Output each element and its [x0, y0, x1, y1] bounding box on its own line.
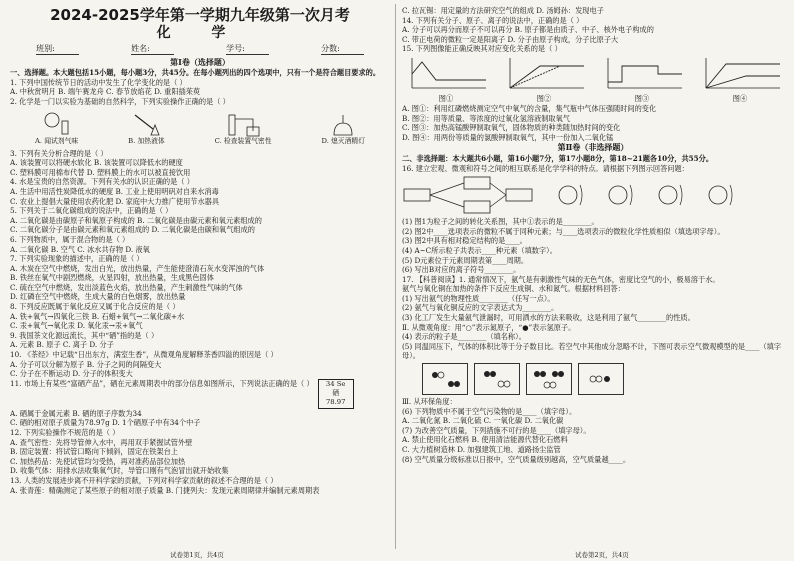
left-column: [10, 6, 390, 547]
page-footer-1: 试卷第1页，共4页: [170, 551, 224, 559]
part1-banner: 第Ⅰ卷（选择题）: [170, 56, 230, 67]
question-line: 5. 下列关于二氧化碳组成的说法中，正确的是（ ）: [10, 206, 173, 216]
section1-instructions: 一、选择题。本大题包括15小题，每小题3分，共45分。在每小题列出的四个选项中，只有一个是符合题目要求的。: [10, 68, 381, 78]
question-options: A. 张青莲：精确测定了某些原子的相对原子质量 B. 门捷列夫：发现元素周期律并编制元素周期表: [10, 485, 320, 495]
q2-figure-c: [215, 111, 272, 147]
question-options: A. 分子可以分解为原子 B. 分子之间的间隔变大: [10, 359, 162, 369]
question-line: (7) 为改善空气质量，下列措施不可行的是____（填字母）。: [402, 425, 591, 435]
question-line: 14. 下列有关分子、原子、离子的说法中，正确的是（ ）: [402, 15, 584, 25]
question-line: 13. 人类的发展进步离不开科学家的贡献，下列对科学家贡献的叙述不合理的是（ ）: [10, 475, 278, 485]
molecule-dots-icon: [529, 366, 569, 392]
question-options: A. 硒属于金属元素 B. 硒的原子序数为34: [10, 408, 142, 418]
question-line: (6) 下列物质中不属于空气污染物的是____（填字母）。: [402, 406, 577, 416]
question-line: 17. 【科普阅读】1. 通常情况下，氨气是有刺激性气味的无色气体，密度比空气的小，极易溶于水。: [402, 274, 720, 284]
question-line: (5) 同温同压下，气体的体积比等于分子数目比。若空气中其他成分忽略不计，下图可表示空气微观模型的是____（填字母）。: [402, 341, 782, 361]
q15-graph-row: [402, 56, 784, 102]
question-line: (6) 写出B对应的离子符号________。: [402, 265, 521, 275]
molecule-dots-icon: [581, 366, 621, 392]
question-options: C. 汞+氧气→氧化汞 D. 氧化汞→汞+氧气: [10, 321, 143, 331]
question-options: A. 二氧化碳是由碳原子和氧原子构成的 B. 二氧化碳是由碳元素和氧元素组成的: [10, 215, 262, 225]
q2-figure-row: [10, 109, 390, 147]
q2-figure-d: [321, 111, 365, 147]
graph-label: 图③: [634, 93, 650, 103]
question-options: C. 大力植树造林 D. 加强建筑工地、道路扬尘监管: [402, 445, 561, 454]
q15-graph-1: [402, 56, 490, 102]
question-line: 7. 下列实验现象的描述中，正确的是（ ）: [10, 254, 144, 264]
question-line: 氨气与氧化铜在加热的条件下反应生成铜、水和氮气。根据材料回答：: [402, 284, 625, 294]
molecule-model-c: [526, 363, 572, 395]
question-options: A. 禁止使用化石燃料 B. 使用清洁能源代替化石燃料: [402, 435, 568, 445]
column-divider: [395, 4, 396, 549]
question-options: C. 硫在空气中燃烧，发出淡蓝色火焰，放出热量，产生刺激性气味的气体: [10, 282, 243, 292]
element-name: 硒: [332, 388, 340, 397]
graph-label: 图②: [536, 93, 552, 103]
question-line: 4. 水是宝贵的自然资源。下列有关水的认识正确的是（ ）: [10, 177, 194, 187]
solid-species-curve-icon: [598, 56, 686, 94]
oxygen-mass-curve-icon: [500, 56, 588, 94]
q15-graph-4: [696, 56, 784, 102]
atom-structure-diagram: [546, 175, 746, 215]
graph-label: 图④: [732, 93, 748, 103]
airtight-check-icon: [223, 111, 263, 137]
right-column: [402, 6, 784, 547]
selenium-element-card: [318, 379, 354, 409]
question-line: (1) 图1为粒子之间的转化关系图，其中①表示的是________。: [402, 217, 599, 227]
q17-molecule-models: [422, 363, 784, 395]
q2-figure-a: [35, 111, 78, 147]
smell-icon: [40, 111, 74, 137]
question-line: 15. 下列图像能正确反映其对应变化关系的是（ ）: [402, 44, 562, 54]
question-options: C. 分子在不断运动 D. 分子的体积变大: [10, 369, 133, 379]
pressure-curve-icon: [402, 56, 490, 94]
question-options: D. 收集气体：用排水法收集氧气时，导管口刚有气泡冒出就开始收集: [10, 466, 229, 476]
q11-stem: 11. 市场上有某些“富硒产品”，硒在元素周期表中的部分信息如图所示，下列说法正确的是（ ）: [10, 378, 314, 388]
question-line: (5) D元素位于元素周期表第____周期。: [402, 255, 529, 265]
question-line: 8. 下列反应既属于氧化反应又属于化合反应的是（ ）: [10, 302, 180, 312]
question-options: B. 固定装置：将试管口略向下倾斜，固定在铁架台上: [10, 447, 178, 457]
question-options: C. 塑料膜可用棉布代替 D. 塑料膜上的水可以被直接饮用: [10, 167, 191, 177]
question-options: C. 二氧化碳分子是由碳元素和氧元素组成的 D. 二氧化碳是由碳和氧气组成的: [10, 225, 255, 235]
page-footer-2: 试卷第2页，共4页: [575, 551, 629, 559]
question-line: (3) 图2中具有相对稳定结构的是____。: [402, 236, 527, 246]
question-options: B. 铁丝在氧气中剧烈燃烧，火星四射，放出热量，生成黑色固体: [10, 273, 214, 283]
particle-relation-diagram: [402, 175, 542, 215]
question-options: B. 图②：用等质量、等浓度的过氧化氢溶液制取氧气: [402, 113, 570, 123]
q16-figures: [402, 175, 784, 215]
question-line: Ⅲ. 从环保角度：: [402, 397, 457, 407]
question-options: C. 加热药品：先使试管均匀受热，再对准药品部位加热: [10, 456, 186, 466]
question-line: Ⅱ. 从微观角度：用“○”表示氮原子，“●”表示氢原子。: [402, 322, 576, 332]
alcohol-lamp-icon: [326, 111, 360, 137]
question-options: A. 铁+氧气→四氧化三铁 B. 石蜡+氧气→二氧化碳+水: [10, 311, 185, 321]
question-line: 10. 《茶经》中记载“日出东方，满室生香”，从微观角度解释茶香四溢的原因是（ ）: [10, 350, 278, 360]
question-options: A. 生活中用活性炭降低水的硬度 B. 工业上使用明矾对自来水消毒: [10, 186, 219, 196]
question-options: A. 分子可以再分而原子不可以再分 B. 原子都是由质子、中子、核外电子构成的: [402, 25, 654, 35]
question-line: 3. 下列有关分析合理的是（ ）: [10, 148, 108, 158]
student-info-row: [10, 44, 390, 55]
question-line: (1) 写出氨气的物理性质________（任写一点）。: [402, 293, 555, 303]
molecule-model-a: [422, 363, 468, 395]
q2-figure-label: C. 检查装置气密性: [214, 136, 272, 145]
question-line: (3) 化工厂发生大量氨气泄漏时，可用洒水的方法来吸收，这是利用了氨气________的性质。: [402, 313, 695, 323]
q2-figure-label: A. 闻试剂气味: [34, 136, 79, 145]
q2-figure-label: D. 熄灭酒精灯: [321, 136, 365, 145]
question-line: 2. 化学是一门以实验为基础的自然科学，下列实验操作正确的是（ ）: [10, 96, 230, 106]
question-line: (4) 表示的粒子是________（填名称）。: [402, 332, 526, 342]
molecule-model-d: [578, 363, 624, 395]
question-options: A. 二氧化碳 B. 空气 C. 冰水共存物 D. 液氧: [10, 244, 150, 254]
molecule-dots-icon: [477, 366, 517, 392]
question-options: C. 带正电荷的微粒一定是阳离子 D. 分子由原子构成，分子比原子大: [402, 34, 619, 44]
question-options: A. 木炭在空气中燃烧，发出白光，放出热量，产生能使澄清石灰水变浑浊的气体: [10, 263, 265, 273]
question-line: (8) 空气质量分级标准以日报中，空气质量级别越高，空气质量越____。: [402, 454, 631, 464]
section2-instructions: 二、非选择题：本大题共6小题，第16小题7分，第17小题8分，第18~21题各10分，共55分。: [402, 153, 714, 163]
q15-graph-3: [598, 56, 686, 102]
question-options: A. 中秋赏明月 B. 端午赛龙舟 C. 春节放焰花 D. 重阳插茱萸: [10, 87, 201, 97]
element-symbol: Se: [336, 379, 346, 388]
question-line: (2) 图2中____选项表示的微粒不属于同种元素；与____选项表示的微粒化学性质相似（填选项字母）。: [402, 226, 725, 236]
question-line: (4) A~C所示粒子共表示____种元素（填数字）。: [402, 245, 557, 255]
q2-figure-label: B. 加热液体: [128, 136, 165, 145]
question-line: 6. 下列物质中，属于混合物的是（ ）: [10, 234, 130, 244]
question-options: C. 硒的相对原子质量为78.97g D. 1个硒原子中有34个中子: [10, 418, 201, 428]
question-line: 16. 建立宏观、微观和符号之间的相互联系是化学学科的特点。请根据下列图示回答问题：: [402, 163, 689, 173]
molecule-dots-icon: [425, 366, 465, 392]
question-line: 1. 下列中国传统节日的活动中发生了化学变化的是（ ）: [10, 77, 187, 87]
question-options: C. 农业上提倡大量使用农药化肥 D. 家庭中大力推广使用节水器具: [10, 196, 220, 206]
question-options: A. 该装置可以将硬水软化 B. 该装置可以降低水的硬度: [10, 158, 183, 168]
part2-banner: 第Ⅱ卷（非选择题）: [557, 142, 629, 153]
question-line: 12. 下列实验操作不规范的是（ ）: [10, 428, 120, 437]
atomic-mass: 78.97: [325, 397, 346, 406]
q2-figure-b: [128, 111, 165, 147]
question-options: D. 图④：用两份等质量的氯酸钾制取氧气，其中一份加入二氧化锰: [402, 132, 614, 142]
question-options: C. 拉瓦锡：用定量的方法研究空气的组成 D. 汤姆孙：发现电子: [402, 6, 604, 15]
molecule-model-b: [474, 363, 520, 395]
graph-label: 图①: [438, 93, 454, 103]
question-options: A. 查气密性：先将导管伸入水中，再用双手紧握试管外壁: [10, 437, 193, 447]
question-options: C. 图③：加热高锰酸钾制取氧气，固体物质的种类随加热时间的变化: [402, 123, 621, 133]
question-line: (2) 氨气与氧化铜反应的文字表达式为________。: [402, 303, 559, 313]
subject-title: 化 学: [156, 25, 244, 41]
question-options: A. 图①：利用红磷燃烧测定空气中氧气的含量，集气瓶中气体压强随时间的变化: [402, 103, 657, 113]
question-line: 9. 我国茶文化源远流长，其中“硒”指的是（ ）: [10, 330, 159, 340]
name-field[interactable]: 姓名:: [131, 44, 174, 55]
question-line: [10, 379, 390, 409]
score-field[interactable]: 分数:: [321, 44, 364, 55]
catalyst-curve-icon: [696, 56, 784, 94]
atomic-number: 34: [325, 379, 335, 388]
q15-graph-2: [500, 56, 588, 102]
question-options: A. 元素 B. 原子 C. 离子 D. 分子: [10, 340, 114, 350]
exam-title: 2024-2025学年第一学期九年级第一次月考: [50, 6, 350, 24]
id-field[interactable]: 学号:: [226, 44, 269, 55]
question-options: A. 二氧化氮 B. 二氧化硫 C. 一氧化碳 D. 二氧化碳: [402, 416, 564, 426]
class-field[interactable]: 班别:: [36, 44, 79, 55]
heating-icon: [129, 111, 163, 137]
question-options: D. 红磷在空气中燃烧，生成大量的白色烟雾，放出热量: [10, 292, 186, 302]
